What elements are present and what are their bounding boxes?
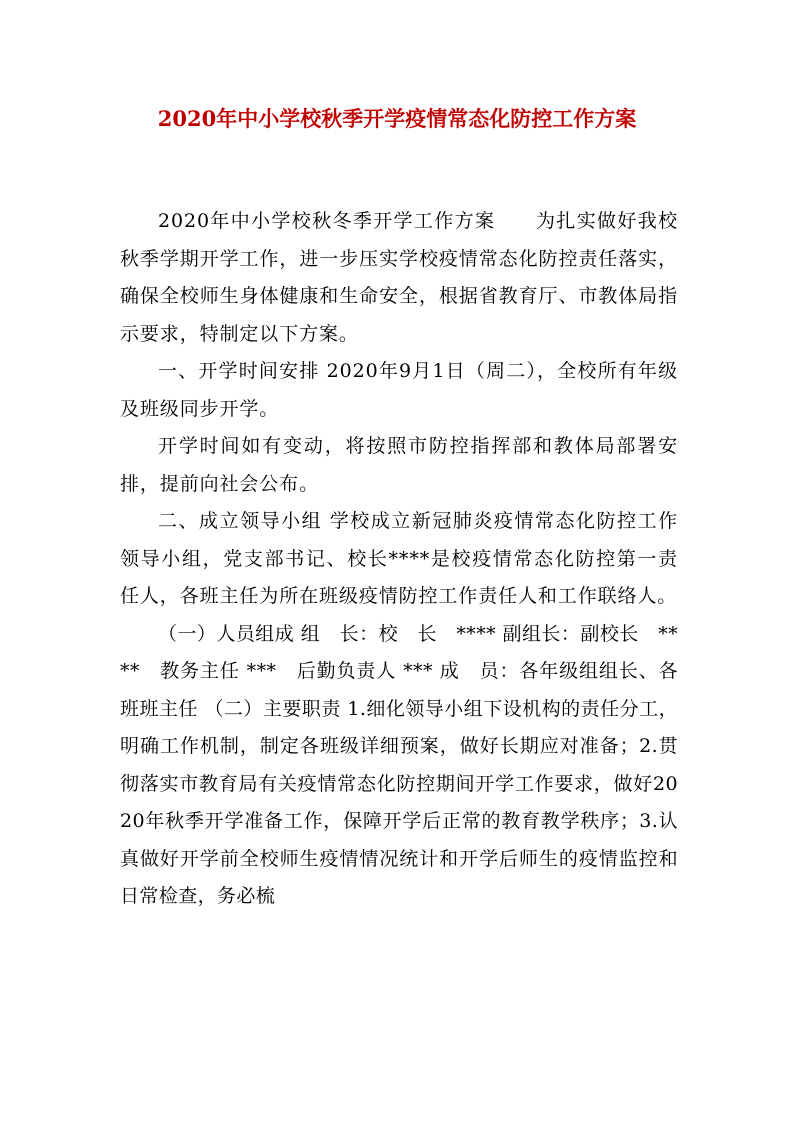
paragraph-leadership-group: 二、成立领导小组 学校成立新冠肺炎疫情常态化防控工作领导小组，党支部书记、校长****是校疫情常态化防控第一责任人，各班主任为所在班级疫情防控工作责任人和工作联络人。 [120, 510, 678, 607]
document-body [120, 203, 678, 916]
document-title: 2020年中小学校秋季开学疫情常态化防控工作方案 [157, 106, 637, 131]
paragraph-intro: 2020年中小学校秋冬季开学工作方案 为扎实做好我校秋季学期开学工作，进一步压实学校疫情常态化防控责任落实，确保全校师生身体健康和生命安全，根据省教育厅、市教体局指示要求，特制定以下方案。 [120, 210, 678, 345]
paragraph-members-duties: （一）人员组成 组 长：校 长 **** 副组长：副校长 **** 教务主任 *** 后勤负责人 *** 成 员：各年级组组长、各班班主任 （二）主要职责 1.细化领导小组下设机构的责任分工，明确工作机制，制定各班级详细预案，做好长期应对准备；2.贯彻落实市教育局有关疫情常态化防控期间开学工作要求，做好2020年秋季开学准备工作，保障开学后正常的教育教学秩序；3.认真做好开学前全校师生疫情情况统计和开学后师生的疫情监控和日常检查，务必梳 [120, 622, 678, 907]
paragraph-schedule: 一、开学时间安排 2020年9月1日（周二），全校所有年级及班级同步开学。 [120, 360, 678, 420]
paragraph-schedule-change: 开学时间如有变动，将按照市防控指挥部和教体局部署安排，提前向社会公布。 [120, 435, 678, 495]
